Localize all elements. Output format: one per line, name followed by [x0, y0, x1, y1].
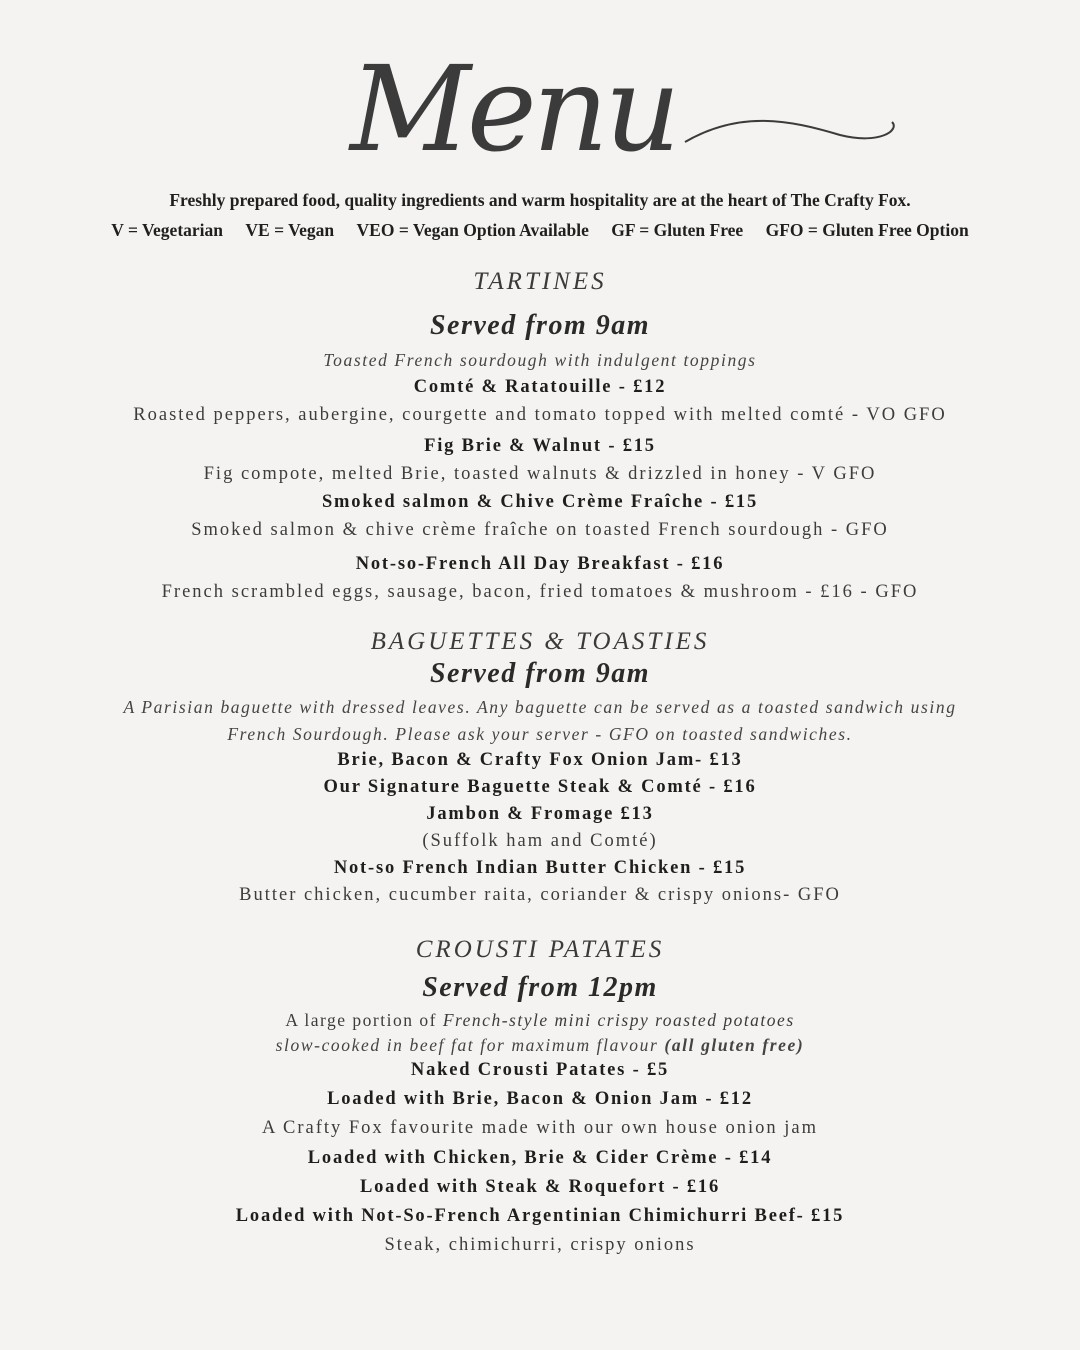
legend-gf: GF = Gluten Free — [611, 220, 744, 240]
menu-item-name: Brie, Bacon & Crafty Fox Onion Jam- £13 — [337, 750, 743, 770]
menu-item-desc: (Suffolk ham and Comté) — [422, 831, 658, 851]
section-desc-crousti-line1 — [0, 1010, 1080, 1031]
menu-item-name: Loaded with Brie, Bacon & Onion Jam - £12 — [327, 1089, 753, 1109]
menu-item-name: Not-so-French All Day Breakfast - £16 — [355, 554, 725, 574]
menu-item-name: Loaded with Steak & Roquefort - £16 — [359, 1177, 721, 1197]
menu-item-desc: A Crafty Fox favourite made with our own house onion jam — [262, 1118, 818, 1138]
legend-v: V = Vegetarian — [111, 220, 224, 240]
served-time-tartines: Served from 9am — [429, 310, 651, 341]
menu-item-name: Jambon & Fromage £13 — [426, 804, 654, 824]
crousti-desc-italic: French-style mini crispy roasted potatoes — [442, 1010, 795, 1030]
dietary-legend — [0, 220, 1080, 241]
served-time-baguettes: Served from 9am — [429, 658, 651, 689]
legend-ve: VE = Vegan — [245, 220, 335, 240]
section-title-baguettes: BAGUETTES & TOASTIES — [370, 628, 710, 655]
menu-item-name: Comté & Ratatouille - £12 — [413, 377, 667, 397]
crousti-desc-part: A large portion of — [285, 1010, 443, 1030]
crousti-desc-part: slow-cooked in beef fat for maximum flavour — [275, 1035, 665, 1055]
gluten-free-note: (all gluten free) — [664, 1035, 805, 1055]
served-time-crousti: Served from 12pm — [422, 972, 658, 1003]
section-title-crousti: CROUSTI PATATES — [415, 936, 665, 963]
menu-item-name: Smoked salmon & Chive Crème Fraîche - £15 — [321, 492, 759, 512]
menu-item-name: Not-so French Indian Butter Chicken - £15 — [333, 858, 747, 878]
menu-item-name: Naked Crousti Patates - £5 — [410, 1060, 670, 1080]
section-desc-tartines: Toasted French sourdough with indulgent toppings — [323, 350, 757, 370]
menu-item-desc: Fig compote, melted Brie, toasted walnuts & drizzled in honey - V GFO — [203, 464, 877, 484]
menu-item-desc: Butter chicken, cucumber raita, coriander & crispy onions- GFO — [239, 885, 841, 905]
section-desc-baguettes-line1: A Parisian baguette with dressed leaves. Any baguette can be served as a toasted sandwich using — [123, 697, 957, 717]
menu-title-text: Menu — [350, 40, 677, 178]
menu-item-name: Fig Brie & Walnut - £15 — [424, 436, 656, 456]
menu-item-name: Loaded with Not-So-French Argentinian Chimichurri Beef- £15 — [235, 1206, 845, 1226]
section-desc-crousti-line2 — [0, 1035, 1080, 1056]
section-title-tartines: TARTINES — [473, 268, 607, 295]
menu-item-name: Loaded with Chicken, Brie & Cider Crème - £14 — [307, 1148, 773, 1168]
menu-item-desc: Smoked salmon & chive crème fraîche on toasted French sourdough - GFO — [191, 520, 889, 540]
menu-title — [340, 30, 910, 180]
menu-title-graphic — [340, 30, 910, 180]
menu-item-desc: French scrambled eggs, sausage, bacon, fried tomatoes & mushroom - £16 - GFO — [161, 582, 919, 602]
menu-item-desc: Steak, chimichurri, crispy onions — [384, 1235, 696, 1255]
title-flourish — [685, 121, 894, 142]
section-desc-baguettes-line2: French Sourdough. Please ask your server - GFO on toasted sandwiches. — [227, 724, 853, 744]
legend-gfo: GFO = Gluten Free Option — [765, 220, 969, 240]
menu-item-name: Our Signature Baguette Steak & Comté - £16 — [323, 777, 757, 797]
legend-veo: VEO = Vegan Option Available — [356, 220, 589, 240]
intro-text: Freshly prepared food, quality ingredients and warm hospitality are at the heart of The Crafty Fox. — [169, 190, 911, 210]
menu-item-desc: Roasted peppers, aubergine, courgette and tomato topped with melted comté - VO GFO — [133, 405, 947, 425]
